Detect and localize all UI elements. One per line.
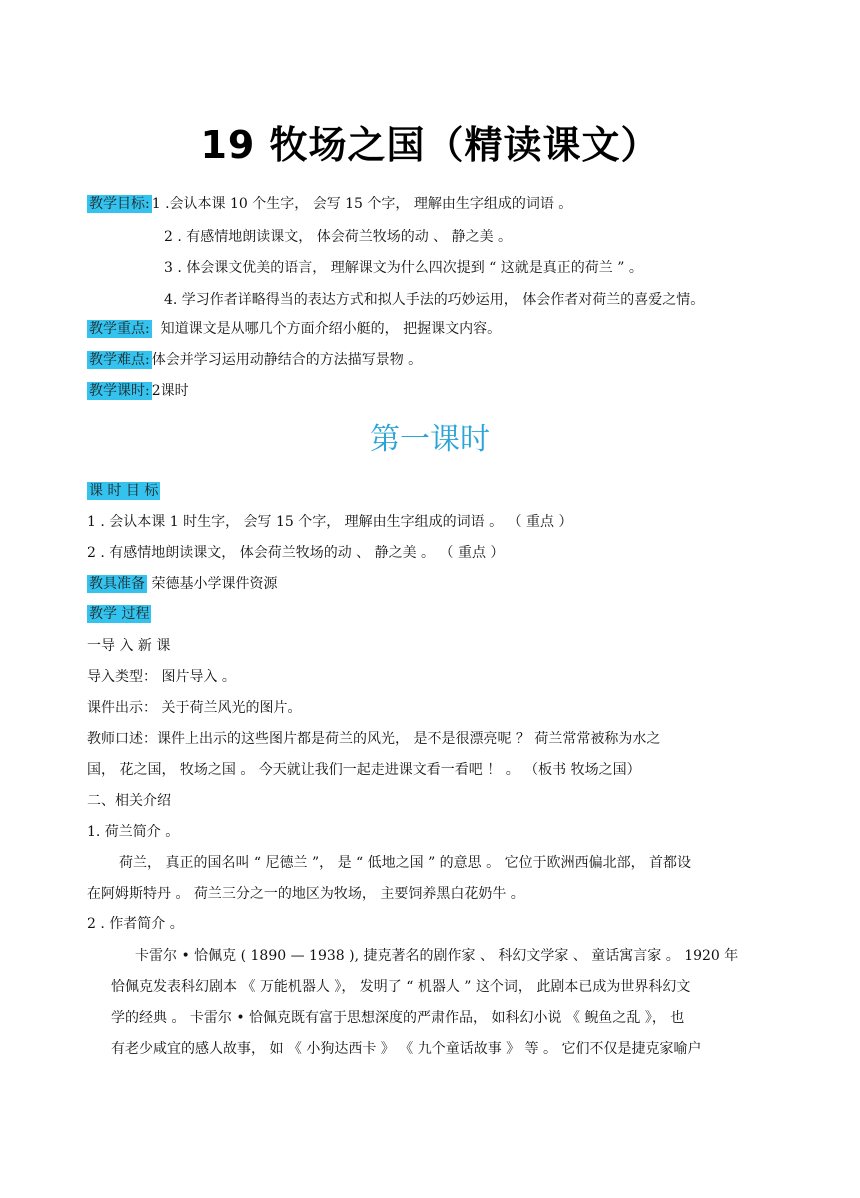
hours-line	[87, 381, 189, 401]
process-label: 教学 过程	[89, 606, 150, 622]
page-title: 19 牧场之国（精读课文）	[200, 123, 660, 167]
key-point-line	[87, 319, 501, 339]
holland-intro-heading: 1. 荷兰简介 。	[87, 824, 180, 840]
difficulty-text: 体会并学习运用动静结合的方法描写景物 。	[151, 352, 423, 368]
author-para-4: 有老少咸宜的感人故事， 如 《 小狗达西卡 》 《 九个童话故事 》 等 。 它们不仅是捷克家喻户	[111, 1041, 702, 1057]
lesson-title: 第一课时	[370, 422, 490, 457]
goals-label: 教学目标:	[89, 196, 150, 212]
lesson-goal-1: 1 . 会认本课 1 时生字， 会写 15 个字， 理解由生字组成的词语 。 （ 重点 ）	[87, 514, 573, 530]
hours-label: 教学课时:	[89, 383, 150, 399]
difficulty-line	[87, 350, 422, 370]
hours-text: 2课时	[151, 383, 189, 399]
goal-item-2: 2 . 有感情地朗读课文， 体会荷兰牧场的动 、 静之美 。	[164, 229, 513, 245]
process-heading	[87, 604, 151, 624]
teacher-speech-1: 教师口述：课件上出示的这些图片都是荷兰的风光， 是不是很漂亮呢 ？ 荷兰常常被称为水之	[87, 731, 661, 747]
courseware-show: 课件出示： 关于荷兰风光的图片。	[87, 700, 302, 716]
author-para-1: 卡雷尔 • 恰佩克 ( 1890 — 1938 ), 捷克著名的剧作家 、 科幻文学家 、 童话寓言家 。 1920 年	[135, 948, 739, 964]
key-point-label: 教学重点:	[89, 321, 150, 337]
lesson-goals-label: 课 时 目 标	[89, 483, 159, 499]
difficulty-label: 教学难点:	[89, 352, 150, 368]
section-related: 二、相关介绍	[87, 793, 171, 809]
goals-line-1	[87, 194, 572, 214]
lesson-goals-heading	[87, 481, 160, 501]
intro-type: 导入类型： 图片导入 。	[87, 669, 236, 685]
holland-para-2: 在阿姆斯特丹 。 荷兰三分之一的地区为牧场， 主要饲养黑白花奶牛 。	[87, 886, 525, 902]
author-para-2: 恰佩克发表科幻剧本 《 万能机器人 》， 发明了 “ 机器人 ” 这个词， 此剧本已成为世界科幻文	[111, 979, 691, 995]
goal-item-3: 3 . 体会课文优美的语言， 理解课文为什么四次提到 “ 这就是真正的荷兰 ” 。	[164, 260, 643, 276]
tools-line	[87, 574, 277, 594]
holland-para-1: 荷兰， 真正的国名叫 “ 尼德兰 ”， 是 “ 低地之国 ” 的意思 。 它位于欧洲西偏北部， 首都设	[119, 855, 692, 871]
teacher-speech-2: 国， 花之国， 牧场之国 。 今天就让我们一起走进课文看一看吧 ！ 。 （板书 牧场之国）	[87, 762, 641, 778]
goal-item-1: 1 .会认本课 10 个生字， 会写 15 个字， 理解由生字组成的词语 。	[151, 196, 573, 212]
goal-item-4: 4. 学习作者详略得当的表达方式和拟人手法的巧妙运用， 体会作者对荷兰的喜爱之情。	[164, 292, 705, 308]
author-intro-heading: 2 . 作者简介 。	[87, 916, 184, 932]
tools-text: 荣德基小学课件资源	[151, 576, 278, 592]
tools-label: 教具准备	[89, 576, 145, 592]
lesson-goal-2: 2 . 有感情地朗读课文， 体会荷兰牧场的动 、 静之美 。 （ 重点 ）	[87, 545, 505, 561]
key-point-text: 知道课文是从哪几个方面介绍小艇的， 把握课文内容。	[160, 321, 502, 337]
section-intro: 一导 入 新 课	[87, 638, 171, 654]
author-para-3: 学的经典 。 卡雷尔 • 恰佩克既有富于思想深度的严肃作品， 如科幻小说 《 鲵鱼之乱 》， 也	[111, 1010, 685, 1026]
